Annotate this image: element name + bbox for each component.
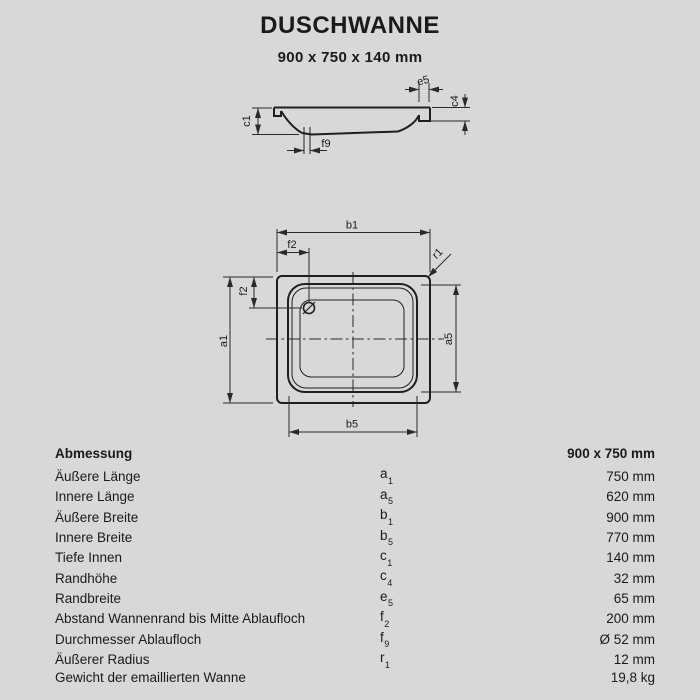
- side-view: [241, 74, 470, 154]
- tray-left-rim: [274, 108, 281, 117]
- table-header-value: 900 x 750 mm: [567, 446, 655, 461]
- dimension-value: 140 mm: [606, 550, 655, 566]
- dimension-label: Abstand Wannenrand bis Mitte Ablaufloch: [55, 611, 306, 627]
- tray-right-rim: [419, 108, 430, 122]
- dim-label-f9: f9: [321, 138, 331, 150]
- dimension-symbol: $f_9$: [380, 629, 390, 650]
- table-row: [55, 485, 655, 505]
- tray-bottom: [302, 132, 398, 135]
- dimension-symbol: $e_5$: [380, 588, 394, 609]
- dim-label-a1: a1: [218, 334, 230, 348]
- c4-extension-lines: [431, 108, 470, 122]
- dimension-value: Ø 52 mm: [599, 631, 655, 647]
- dimension-value: 620 mm: [606, 489, 655, 505]
- dimension-value: 19,8 kg: [610, 670, 655, 686]
- table-row: [55, 526, 655, 546]
- dimension-symbol: $b_5$: [380, 527, 394, 548]
- dimension-label: Äußere Länge: [55, 468, 141, 484]
- tray-right-wall: [398, 115, 419, 132]
- dimension-label: Randhöhe: [55, 570, 118, 586]
- dim-label-r1: r1: [430, 246, 446, 262]
- dimension-symbol: $c_1$: [380, 547, 393, 568]
- dim-label-b5: b5: [345, 418, 359, 431]
- dimension-symbol: $c_4$: [380, 568, 393, 589]
- dimension-value: 770 mm: [606, 529, 655, 545]
- dimension-table: [55, 444, 655, 689]
- table-row: [55, 607, 655, 627]
- dimension-label: Randbreite: [55, 591, 122, 607]
- dim-label-f2-top: f2: [287, 239, 297, 251]
- top-view: [218, 220, 461, 438]
- table-row: [55, 628, 655, 648]
- page-subtitle: 900 x 750 x 140 mm: [277, 49, 423, 66]
- dimension-value: 900 mm: [606, 509, 655, 525]
- dimension-symbol: $a_1$: [380, 466, 394, 487]
- dim-label-b1: b1: [345, 219, 359, 232]
- page-title: DUSCHWANNE: [260, 12, 440, 39]
- dimension-label: Gewicht der emaillierten Wanne: [55, 670, 246, 686]
- table-row: [55, 587, 655, 607]
- dimension-symbol: $r_1$: [380, 649, 391, 670]
- dimension-symbol: $f_2$: [380, 609, 390, 629]
- dimension-label: Innere Länge: [55, 489, 135, 505]
- dimension-symbol: $a_5$: [380, 486, 394, 507]
- dim-label-c4: c4: [449, 95, 461, 107]
- table-row: [55, 566, 655, 589]
- table-header-row: [55, 444, 655, 464]
- tray-left-wall: [281, 111, 302, 133]
- drain-symbol: [303, 302, 315, 314]
- dimension-value: 200 mm: [606, 611, 655, 627]
- table-row: [55, 648, 655, 668]
- dimension-label: Durchmesser Ablaufloch: [55, 631, 202, 647]
- table-row: [55, 464, 655, 487]
- dim-label-f2-left: f2: [238, 286, 250, 296]
- dimension-label: Innere Breite: [55, 529, 133, 545]
- dimension-value: 65 mm: [613, 591, 655, 607]
- dimension-label: Tiefe Innen: [55, 550, 123, 566]
- table-header-label: Abmessung: [55, 446, 133, 461]
- dimension-value: 12 mm: [613, 652, 655, 668]
- table-row: [55, 546, 655, 566]
- dim-label-a5: a5: [443, 332, 455, 346]
- table-row: [55, 505, 655, 525]
- b1-extension-lines: [277, 229, 430, 272]
- dimension-label: Äußerer Radius: [55, 652, 150, 668]
- c1-extension-lines: [252, 108, 299, 135]
- drain-outline: [304, 127, 310, 154]
- dim-label-c1: c1: [241, 115, 253, 127]
- dim-label-e5: e5: [415, 73, 431, 89]
- dimension-value: 32 mm: [613, 570, 655, 586]
- table-row: [55, 668, 655, 688]
- dimension-value: 750 mm: [606, 468, 655, 484]
- dimension-symbol: $b_1$: [380, 507, 394, 527]
- dimension-label: Äußere Breite: [55, 509, 139, 525]
